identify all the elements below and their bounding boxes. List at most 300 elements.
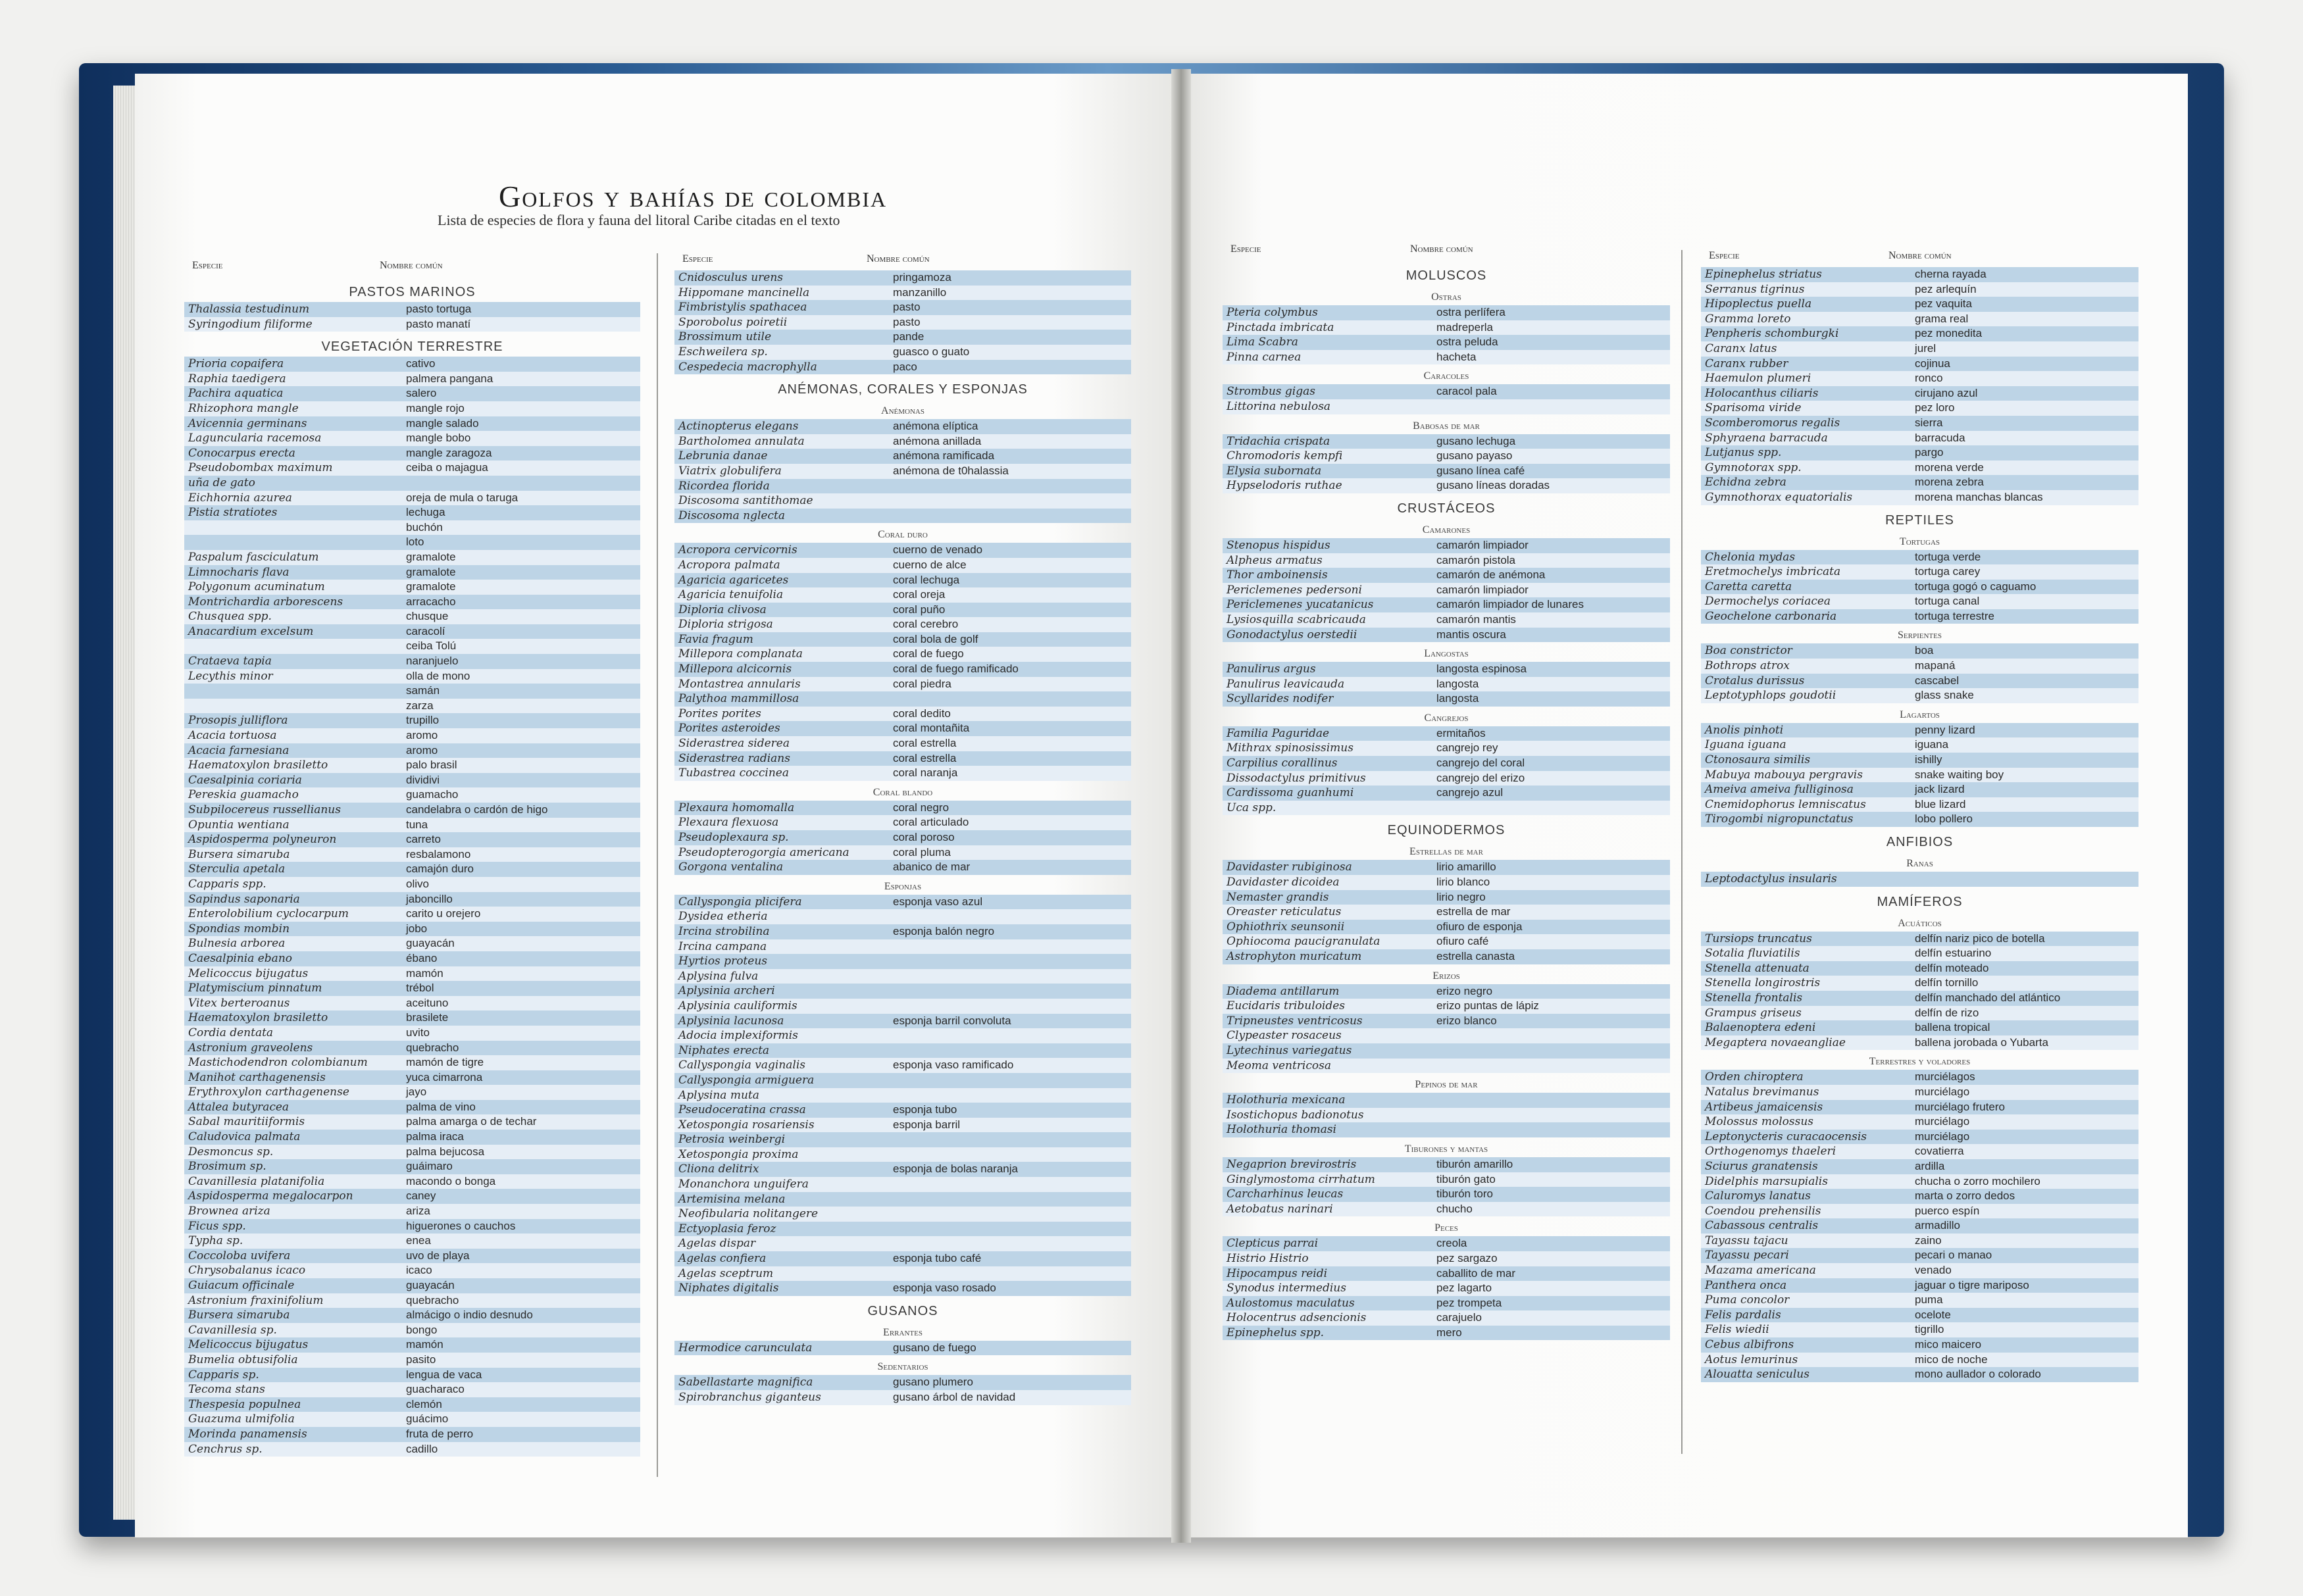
species-name: Rhizophora mangle — [188, 401, 299, 415]
common-name: tiburón amarillo — [1436, 1157, 1513, 1170]
species-row — [1701, 1293, 2138, 1308]
column-header — [1701, 250, 2138, 267]
species-name: Manihot carthagenensis — [188, 1070, 326, 1084]
common-name: caney — [406, 1189, 436, 1203]
common-name: buchón — [406, 520, 443, 534]
common-name: langosta — [1436, 692, 1479, 705]
species-name: Aspidosperma megalocarpon — [188, 1189, 353, 1203]
common-name: gramalote — [406, 565, 456, 578]
common-name: ardilla — [1915, 1159, 1945, 1172]
species-name: Carpilius corallinus — [1227, 757, 1338, 770]
species-row — [674, 721, 1131, 736]
species-name: Familia Paguridae — [1227, 726, 1330, 740]
subsection-heading: Pepinos de mar — [1415, 1079, 1478, 1091]
species-row — [674, 360, 1131, 375]
header-common-name: Nombre común — [1410, 243, 1473, 255]
common-name: olivo — [406, 877, 429, 890]
species-name: Aotus lemurinus — [1705, 1353, 1798, 1366]
species-row — [674, 1118, 1131, 1133]
species-name: Morinda panamensis — [188, 1427, 307, 1441]
common-name: mangle zaragoza — [406, 446, 492, 459]
subsection-heading: Peces — [1434, 1222, 1458, 1234]
common-name: anémona anillada — [893, 434, 982, 447]
species-name: Sabal mauritiiformis — [188, 1115, 305, 1129]
species-name: Ginglymostoma cirrhatum — [1227, 1172, 1375, 1186]
species-row — [184, 1041, 640, 1056]
species-row — [1701, 1100, 2138, 1115]
common-name: ishilly — [1915, 753, 1942, 766]
species-row — [184, 936, 640, 951]
common-name: mapaná — [1915, 659, 1956, 672]
species-row — [1223, 1172, 1670, 1187]
common-name: paco — [893, 360, 917, 373]
header-common-name: Nombre común — [867, 253, 930, 264]
species-name: Holocanthus ciliaris — [1705, 386, 1819, 400]
common-name: pez monedita — [1915, 327, 1983, 340]
species-name: Astronium fraxinifolium — [188, 1293, 324, 1307]
header-common-name: Nombre común — [1888, 250, 1952, 261]
species-name: Pseudoceratina crassa — [678, 1103, 806, 1117]
common-name: penny lizard — [1915, 723, 1975, 736]
common-name: arracacho — [406, 595, 456, 608]
common-name: dividivi — [406, 773, 440, 786]
species-name: Tripneustes ventricosus — [1227, 1014, 1363, 1028]
species-row — [1223, 597, 1670, 612]
section-heading: EQUINODERMOS — [1387, 823, 1506, 838]
species-name: Ophiothrix seunsonii — [1227, 920, 1345, 934]
species-row — [184, 446, 640, 461]
species-name: Cebus albifrons — [1705, 1338, 1794, 1352]
species-row — [674, 677, 1131, 692]
common-name: cadillo — [406, 1442, 438, 1455]
species-name: Caesalpinia ebano — [188, 951, 293, 965]
species-name: Agaricia agaricetes — [678, 573, 789, 587]
species-name: Ectyoplasia feroz — [678, 1222, 776, 1235]
species-row — [184, 1234, 640, 1249]
common-name: caballito de mar — [1436, 1266, 1516, 1280]
species-name: Panulirus leavicauda — [1227, 677, 1345, 691]
species-row — [184, 773, 640, 788]
section-heading: MOLUSCOS — [1405, 268, 1487, 283]
common-name: jack lizard — [1915, 783, 1965, 796]
species-row — [674, 449, 1131, 464]
species-row — [1701, 401, 2138, 416]
species-row — [1701, 1035, 2138, 1051]
species-name: Uca spp. — [1227, 801, 1277, 814]
common-name: erizo puntas de lápiz — [1436, 999, 1539, 1012]
species-name: Cenchrus sp. — [188, 1442, 263, 1456]
common-name: murciélago — [1915, 1115, 1970, 1128]
common-name: ariza — [406, 1205, 430, 1218]
species-name: Holocentrus adsencionis — [1227, 1311, 1367, 1325]
common-name: gusano plumero — [893, 1376, 973, 1389]
section-heading: REPTILES — [1885, 512, 1954, 528]
common-name: covatierra — [1915, 1145, 1964, 1158]
species-name: Stenopus hispidus — [1227, 538, 1330, 552]
species-name: Erythroxylon carthagenense — [188, 1085, 349, 1099]
species-name: Discosoma santithomae — [678, 494, 813, 508]
common-name: pez trompeta — [1436, 1296, 1502, 1309]
common-name: ronco — [1915, 372, 1943, 385]
species-row — [184, 1219, 640, 1234]
species-name: Alouatta seniculus — [1705, 1368, 1810, 1382]
common-name: tortuga verde — [1915, 550, 1981, 563]
species-row — [1223, 875, 1670, 890]
species-row — [674, 954, 1131, 969]
common-name: murciélago frutero — [1915, 1100, 2006, 1113]
species-row — [1701, 961, 2138, 976]
common-name: carito u orejero — [406, 907, 481, 920]
species-name: Clypeaster rosaceus — [1227, 1029, 1342, 1043]
common-name: cascabel — [1915, 674, 1960, 687]
species-name: Spondias mombin — [188, 922, 290, 935]
common-name: carajuelo — [1436, 1311, 1482, 1324]
common-name: cojinua — [1915, 357, 1950, 370]
species-name: Aulostomus maculatus — [1227, 1296, 1355, 1310]
species-row — [674, 330, 1131, 345]
common-name: guayacán — [406, 1279, 455, 1291]
species-name: Dissodactylus primitivus — [1227, 771, 1366, 785]
species-name: Cabassous centralis — [1705, 1219, 1819, 1233]
section-heading: VEGETACIÓN TERRESTRE — [321, 339, 503, 355]
species-row — [674, 1103, 1131, 1118]
species-name: Haemulon plumeri — [1705, 372, 1811, 386]
common-name: cuerno de venado — [893, 543, 983, 557]
species-name: Lebrunia danae — [678, 449, 768, 463]
common-name: sierra — [1915, 416, 1943, 429]
species-row — [1701, 1114, 2138, 1130]
species-name: Mabuya mabouya pergravis — [1705, 768, 1863, 782]
section-heading: CRUSTÁCEOS — [1397, 501, 1496, 516]
common-name: enea — [406, 1234, 431, 1247]
species-row — [1701, 609, 2138, 624]
common-name: aromo — [406, 729, 438, 742]
species-row — [184, 505, 640, 520]
common-name: jaboncillo — [406, 892, 453, 905]
common-name: mangle rojo — [406, 401, 465, 414]
common-name: mico de noche — [1915, 1353, 1988, 1366]
species-row — [1223, 335, 1670, 350]
common-name: boa — [1915, 644, 1934, 657]
species-row — [1223, 305, 1670, 320]
species-name: Carcharhinus leucas — [1227, 1187, 1344, 1201]
species-row — [1701, 1234, 2138, 1249]
common-name: aromo — [406, 743, 438, 757]
common-name: lirio amarillo — [1436, 860, 1496, 874]
species-name: Leptotyphlops goudotii — [1705, 689, 1836, 703]
subsection-heading: Camarones — [1422, 524, 1471, 536]
common-name: gramalote — [406, 580, 456, 593]
common-name: coral poroso — [893, 831, 955, 843]
species-name: Cnidosculus urens — [678, 271, 784, 284]
species-name: Sciurus granatensis — [1705, 1159, 1818, 1173]
species-name: Hipoplectus puella — [1705, 297, 1812, 311]
common-name: puerco espín — [1915, 1204, 1980, 1217]
species-name: Prosopis julliflora — [188, 714, 288, 728]
species-name: Porites porites — [678, 707, 761, 720]
species-name: Actinopterus elegans — [678, 420, 799, 434]
species-row — [1701, 753, 2138, 768]
species-name: Synodus intermedius — [1227, 1282, 1346, 1295]
species-row — [184, 1427, 640, 1442]
common-name: chucho — [1436, 1202, 1473, 1215]
species-name: Cavanillesia sp. — [188, 1323, 277, 1337]
species-row — [674, 860, 1131, 875]
species-name: Puma concolor — [1705, 1293, 1790, 1307]
species-row — [674, 315, 1131, 330]
subsection-heading: Coral blando — [873, 786, 933, 798]
species-name: Acropora palmata — [678, 558, 780, 572]
species-row — [1701, 371, 2138, 386]
species-name: Discosoma nglecta — [678, 509, 785, 522]
species-row — [674, 479, 1131, 494]
species-row — [184, 654, 640, 669]
common-name: armadillo — [1915, 1219, 1960, 1232]
species-name: Vitex berteroanus — [188, 996, 290, 1010]
common-name: jurel — [1915, 341, 1936, 355]
common-name: mero — [1436, 1326, 1462, 1339]
species-name: Hermodice carunculata — [678, 1341, 813, 1355]
species-name: Limnocharis flava — [188, 565, 290, 579]
species-name: Hypselodoris ruthae — [1227, 479, 1342, 493]
species-row — [674, 300, 1131, 315]
species-name: Acropora cervicornis — [678, 543, 797, 557]
species-row — [1223, 771, 1670, 786]
species-name: Avicennia germinans — [188, 416, 307, 430]
section-heading: GUSANOS — [867, 1303, 938, 1318]
species-row — [184, 476, 640, 491]
species-name: Epinephelus striatus — [1705, 268, 1822, 281]
species-row — [1701, 812, 2138, 827]
species-name: Cavanillesia platanifolia — [188, 1174, 325, 1188]
column-divider — [657, 253, 658, 1477]
common-name: pande — [893, 330, 924, 343]
common-name: palmera pangana — [406, 372, 494, 385]
species-row — [1701, 872, 2138, 887]
species-row — [1223, 1014, 1670, 1029]
species-row — [1701, 475, 2138, 490]
species-row — [1701, 461, 2138, 476]
species-name: Ctonosaura similis — [1705, 753, 1811, 767]
species-row — [674, 1390, 1131, 1405]
species-name: Raphia taedigera — [188, 372, 286, 386]
header-species: Especie — [682, 253, 713, 264]
common-name: bongo — [406, 1323, 438, 1336]
species-row — [184, 550, 640, 565]
species-row — [1223, 384, 1670, 399]
species-row — [1701, 282, 2138, 297]
species-row — [184, 565, 640, 580]
species-row — [184, 1070, 640, 1085]
common-name: clemón — [406, 1397, 442, 1410]
common-name: camarón pistola — [1436, 553, 1516, 566]
common-name: mamón — [406, 1338, 443, 1351]
common-name: pez loro — [1915, 401, 1955, 414]
common-name: pasto — [893, 301, 921, 314]
common-name: candelabra o cardón de higo — [406, 803, 548, 816]
common-name: almácigo o indio desnudo — [406, 1309, 533, 1322]
species-row — [1701, 1353, 2138, 1368]
species-row — [674, 895, 1131, 910]
species-name: Diadema antillarum — [1227, 984, 1340, 998]
species-row — [674, 969, 1131, 984]
species-name: Cespedecia macrophylla — [678, 360, 817, 374]
common-name: murciélagos — [1915, 1070, 1975, 1084]
species-name: Sapindus saponaria — [188, 892, 300, 906]
common-name: coral dedito — [893, 707, 951, 720]
common-name: coral piedra — [893, 677, 951, 690]
species-row — [184, 1278, 640, 1293]
species-name: Alpheus armatus — [1227, 553, 1323, 567]
species-row — [1223, 399, 1670, 414]
species-row — [1701, 674, 2138, 689]
species-name: Boa constrictor — [1705, 644, 1792, 658]
species-name: Hyrtios proteus — [678, 955, 767, 968]
species-row — [674, 845, 1131, 860]
column-divider — [1681, 250, 1683, 1454]
species-row — [1223, 1236, 1670, 1251]
species-name: Aplysina muta — [678, 1088, 759, 1102]
species-row — [184, 787, 640, 803]
species-row — [1223, 1310, 1670, 1326]
species-name: Polygonum acuminatum — [188, 580, 325, 594]
species-name: Anolis pinhoti — [1705, 723, 1784, 737]
common-name: tortuga canal — [1915, 595, 1980, 608]
common-name: delfín de rizo — [1915, 1006, 1979, 1019]
common-name: ostra peluda — [1436, 336, 1498, 349]
common-name: glass snake — [1915, 689, 1974, 702]
species-name: Pistia stratiotes — [188, 506, 278, 520]
species-row — [1701, 550, 2138, 565]
species-name: Bumelia obtusifolia — [188, 1353, 298, 1366]
species-name: Guiacum officinale — [188, 1279, 295, 1292]
species-name: Echidna zebra — [1705, 476, 1786, 489]
species-name: Aplysina fulva — [678, 969, 759, 983]
common-name: cativo — [406, 357, 436, 370]
common-name: delfín manchado del atlántico — [1915, 991, 2061, 1004]
species-row — [1701, 564, 2138, 580]
species-name: Pseudopterogorgia americana — [678, 845, 849, 859]
species-name: Tubastrea coccinea — [678, 766, 789, 780]
book-gutter — [1171, 69, 1191, 1543]
species-row — [184, 699, 640, 714]
species-name: Sabellastarte magnifica — [678, 1376, 813, 1389]
species-row — [1701, 659, 2138, 674]
species-row — [1223, 464, 1670, 479]
common-name: hacheta — [1436, 350, 1477, 363]
species-name: Tursiops truncatus — [1705, 932, 1812, 945]
species-name: Coccoloba uvifera — [188, 1249, 291, 1262]
common-name: uvito — [406, 1026, 430, 1039]
subsection-heading: Lagartos — [1900, 709, 1940, 720]
species-row — [1701, 768, 2138, 783]
common-name: pez arlequín — [1915, 282, 1977, 295]
subsection-heading: Anémonas — [881, 405, 924, 417]
species-name: Lima Scabra — [1227, 336, 1298, 349]
common-name: manzanillo — [893, 286, 947, 299]
common-name: tigrillo — [1915, 1323, 1944, 1336]
species-name: Favia fragum — [678, 632, 753, 646]
species-name: Chromodoris kempfi — [1227, 449, 1343, 463]
species-name: Pinna carnea — [1227, 350, 1302, 364]
species-row — [184, 1055, 640, 1070]
common-name: guacharaco — [406, 1383, 465, 1396]
common-name: mangle bobo — [406, 432, 471, 445]
species-row — [1223, 628, 1670, 643]
common-name: zarza — [406, 699, 434, 712]
page-subtitle: Lista de especies de flora y fauna del litoral Caribe citadas en el texto — [438, 212, 840, 228]
species-name: Sphyraena barracuda — [1705, 431, 1828, 445]
species-name: Capparis sp. — [188, 1368, 259, 1382]
common-name: gramalote — [406, 550, 456, 563]
common-name: tiburón gato — [1436, 1172, 1496, 1185]
species-row — [1701, 1248, 2138, 1263]
common-name: esponja barril convoluta — [893, 1014, 1011, 1027]
species-name: Orthogenomys thaeleri — [1705, 1145, 1836, 1159]
common-name: delfín estuarino — [1915, 947, 1992, 960]
common-name: camarón de anémona — [1436, 568, 1546, 582]
species-name: Chrysobalanus icaco — [188, 1264, 306, 1278]
species-row — [184, 535, 640, 550]
common-name: langosta — [1436, 677, 1479, 690]
species-name: Conocarpus erecta — [188, 446, 295, 460]
species-row — [674, 647, 1131, 662]
common-name: ofiuro de esponja — [1436, 920, 1523, 933]
species-name: Elysia subornata — [1227, 464, 1322, 478]
species-row — [674, 999, 1131, 1014]
species-row — [1701, 932, 2138, 947]
species-name: Nemaster grandis — [1227, 890, 1329, 904]
species-name: Oreaster reticulatus — [1227, 905, 1342, 919]
species-name: Agelas sceptrum — [678, 1266, 774, 1280]
common-name: esponja tubo café — [893, 1252, 982, 1265]
common-name: ofiuro café — [1436, 935, 1489, 948]
common-name: erizo negro — [1436, 984, 1493, 997]
species-row — [184, 1114, 640, 1130]
common-name: morena zebra — [1915, 476, 1984, 489]
species-name: Cordia dentata — [188, 1026, 274, 1039]
species-name: Caranx latus — [1705, 341, 1777, 355]
species-name: Tayassu pecari — [1705, 1249, 1789, 1262]
species-name: Orden chiroptera — [1705, 1070, 1804, 1084]
species-name: Caludovica palmata — [188, 1130, 301, 1144]
species-name: Ophiocoma paucigranulata — [1227, 935, 1380, 949]
species-name: Adocia implexiformis — [678, 1029, 798, 1043]
species-row — [1223, 999, 1670, 1014]
species-row — [184, 758, 640, 773]
species-row — [1701, 267, 2138, 282]
subsection-heading: Caracoles — [1423, 370, 1469, 382]
species-name: Montastrea annularis — [678, 677, 801, 691]
common-name: anémona ramificada — [893, 449, 995, 462]
species-row — [674, 632, 1131, 647]
species-name: Natalus brevimanus — [1705, 1085, 1819, 1099]
species-name: Aplysinia cauliformis — [678, 999, 797, 1012]
species-row — [1223, 612, 1670, 628]
common-name: guamacho — [406, 788, 459, 801]
common-name: higuerones o cauchos — [406, 1219, 516, 1232]
common-name: lirio blanco — [1436, 876, 1490, 889]
common-name: pez sargazo — [1436, 1251, 1498, 1264]
common-name: pasito — [406, 1353, 436, 1366]
common-name: coral estrella — [893, 737, 957, 750]
species-name: Spirobranchus giganteus — [678, 1391, 821, 1404]
species-name: Prioria copaifera — [188, 357, 284, 371]
species-row — [184, 1204, 640, 1219]
species-row — [674, 493, 1131, 509]
common-name: tortuga gogó o caguamo — [1915, 580, 2037, 593]
subsection-heading: Sedentarios — [877, 1361, 928, 1373]
